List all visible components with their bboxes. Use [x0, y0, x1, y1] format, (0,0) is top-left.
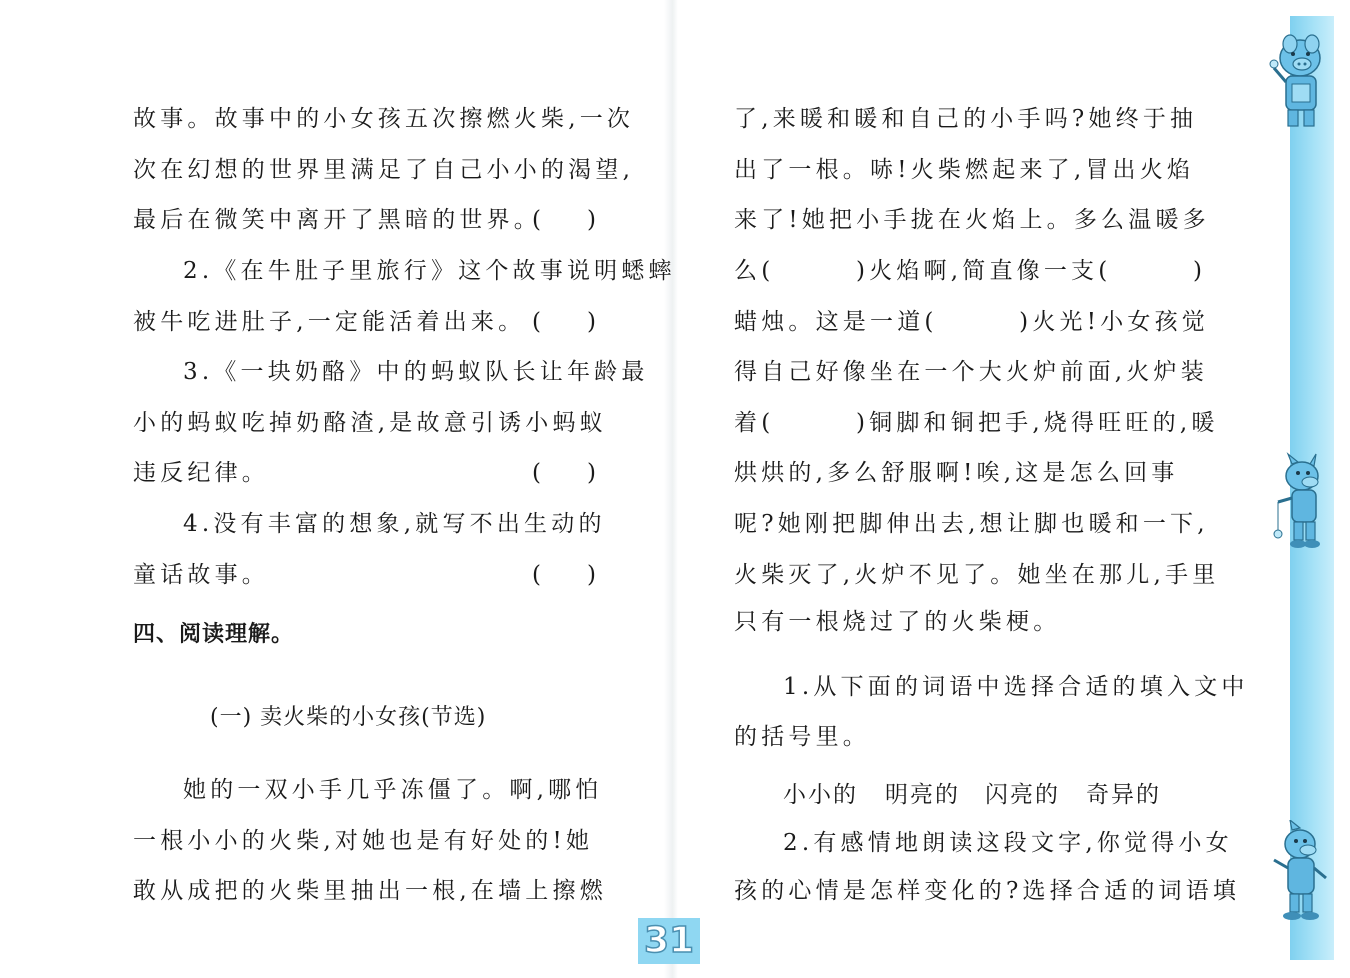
passage-line-blanks[interactable]: 么( )火焰啊,简直像一支( ) [734, 258, 1207, 284]
passage-line: 得自己好像坐在一个大火炉前面,火炉装 [734, 359, 1208, 385]
passage-line: 出了一根。哧!火柴燃起来了,冒出火焰 [734, 157, 1195, 183]
text-line: 故事。故事中的小女孩五次擦燃火柴,一次 [133, 106, 635, 132]
text-line: 被牛吃进肚子,一定能活着出来。 [133, 309, 526, 335]
cartoon-pig-icon [1268, 24, 1328, 136]
passage-line: 了,来暖和暖和自己的小手吗?她终于抽 [734, 106, 1198, 132]
word-choice: 明亮的 [885, 782, 960, 808]
question-2-cont: 孩的心情是怎样变化的?选择合适的词语填 [734, 878, 1241, 904]
word-choice: 奇异的 [1086, 782, 1161, 808]
passage-line: 只有一根烧过了的火柴梗。 [734, 609, 1061, 635]
passage-title: (一) 卖火柴的小女孩(节选) [210, 705, 487, 730]
page-number: 31 [643, 920, 695, 961]
answer-bracket[interactable]: ( ) [532, 309, 596, 335]
text-line: 童话故事。 [133, 562, 269, 588]
page-number-badge [638, 918, 700, 964]
passage-line: 来了!她把小手拢在火焰上。多么温暖多 [734, 207, 1210, 233]
right-page [672, 0, 1282, 978]
question-1-cont: 的括号里。 [734, 724, 870, 750]
passage-line: 烘烘的,多么舒服啊!唉,这是怎么回事 [734, 460, 1179, 486]
cartoon-wolf-yoyo-icon [1270, 452, 1332, 556]
passage-line-blanks[interactable]: 着( )铜脚和铜把手,烧得旺旺的,暖 [734, 410, 1219, 436]
text-line: 次在幻想的世界里满足了自己小小的渴望, [133, 157, 635, 183]
question-2: 2.有感情地朗读这段文字,你觉得小女 [783, 830, 1233, 856]
word-choice: 闪亮的 [985, 782, 1060, 808]
section-heading: 四、阅读理解。 [133, 622, 295, 647]
passage-line: 呢?她刚把脚伸出去,想让脚也暖和一下, [734, 511, 1209, 537]
question-3: 3.《一块奶酪》中的蚂蚁队长让年龄最 [183, 359, 649, 385]
text-line: 小的蚂蚁吃掉奶酪渣,是故意引诱小蚂蚁 [133, 410, 607, 436]
answer-bracket[interactable]: ( ) [532, 460, 596, 486]
text-line: 最后在微笑中离开了黑暗的世界。 [133, 207, 541, 233]
answer-bracket[interactable]: ( ) [532, 562, 596, 588]
passage-line: 敢从成把的火柴里抽出一根,在墙上擦燃 [133, 878, 607, 904]
passage-line: 她的一双小手几乎冻僵了。啊,哪怕 [183, 777, 603, 803]
cartoon-wolf-icon [1268, 820, 1330, 932]
text-line: 违反纪律。 [133, 460, 269, 486]
question-1: 1.从下面的词语中选择合适的填入文中 [783, 674, 1249, 700]
question-4: 4.没有丰富的想象,就写不出生动的 [183, 511, 606, 537]
word-choice: 小小的 [783, 782, 858, 808]
question-2: 2.《在牛肚子里旅行》这个故事说明蟋蟀 [183, 258, 676, 284]
passage-line: 火柴灭了,火炉不见了。她坐在那儿,手里 [734, 562, 1220, 588]
passage-line-blanks[interactable]: 蜡烛。这是一道( )火光!小女孩觉 [734, 309, 1209, 335]
answer-bracket[interactable]: ( ) [532, 207, 596, 233]
passage-line: 一根小小的火柴,对她也是有好处的!她 [133, 828, 594, 854]
